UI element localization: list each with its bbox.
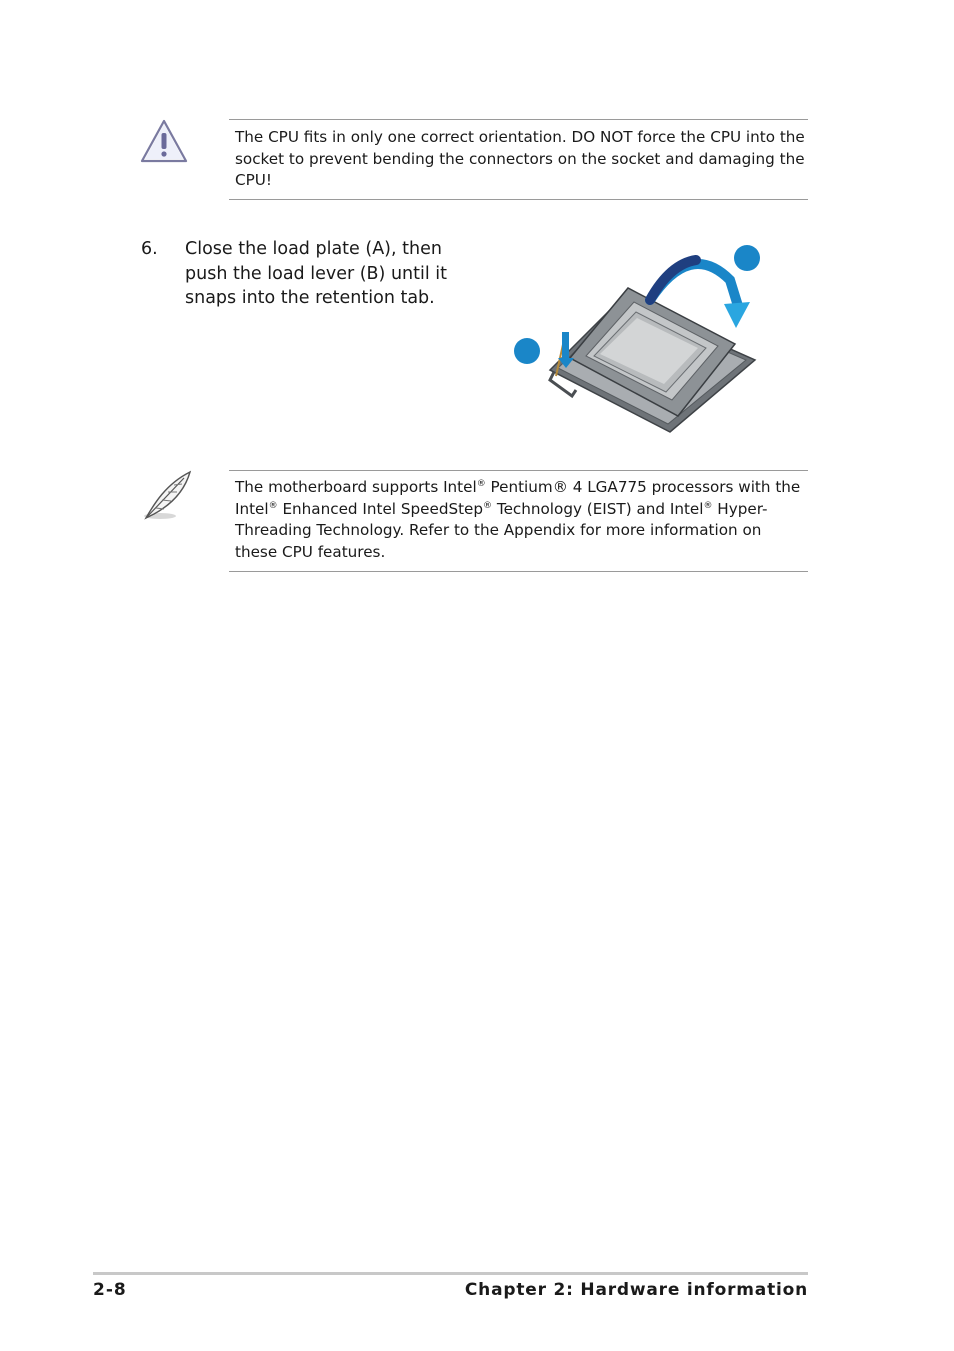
step-number: 6. [141,239,158,259]
note-top-rule [229,470,808,471]
cpu-socket-illustration [510,240,772,436]
feather-quill-icon [140,468,198,524]
caution-text: The CPU fits in only one correct orientation. DO NOT force the CPU into the socket to prevent bending the connectors on the socket and damaging the CPU! [235,128,805,189]
note-text-part3: Enhanced Intel SpeedStep [277,499,484,518]
note-text-part5: Hyper-Threading Technology. Refer to the Appendix for more information on these CPU features. [235,499,768,561]
caution-bottom-rule [229,199,808,200]
registered-mark: ® [703,500,713,511]
note-text [235,477,805,563]
registered-mark: ® [268,500,278,511]
caution-top-rule [229,119,808,120]
warning-triangle-icon [139,118,189,164]
step-instruction: Close the load plate (A), then push the load lever (B) until it snaps into the retention tab. [185,239,448,308]
footer-rule [93,1272,808,1275]
chapter-title: Chapter 2: Hardware information [464,1280,808,1300]
note-text-part2: Pentium® 4 LGA775 processors with the Intel [235,478,801,518]
note-bottom-rule [229,571,808,572]
note-text-part1: The motherboard supports Intel [235,478,477,496]
note-text-part4: Technology (EIST) and Intel [492,499,704,518]
registered-mark: ® [483,500,493,511]
registered-mark: ® [476,479,486,489]
page-number: 2-8 [93,1280,127,1300]
